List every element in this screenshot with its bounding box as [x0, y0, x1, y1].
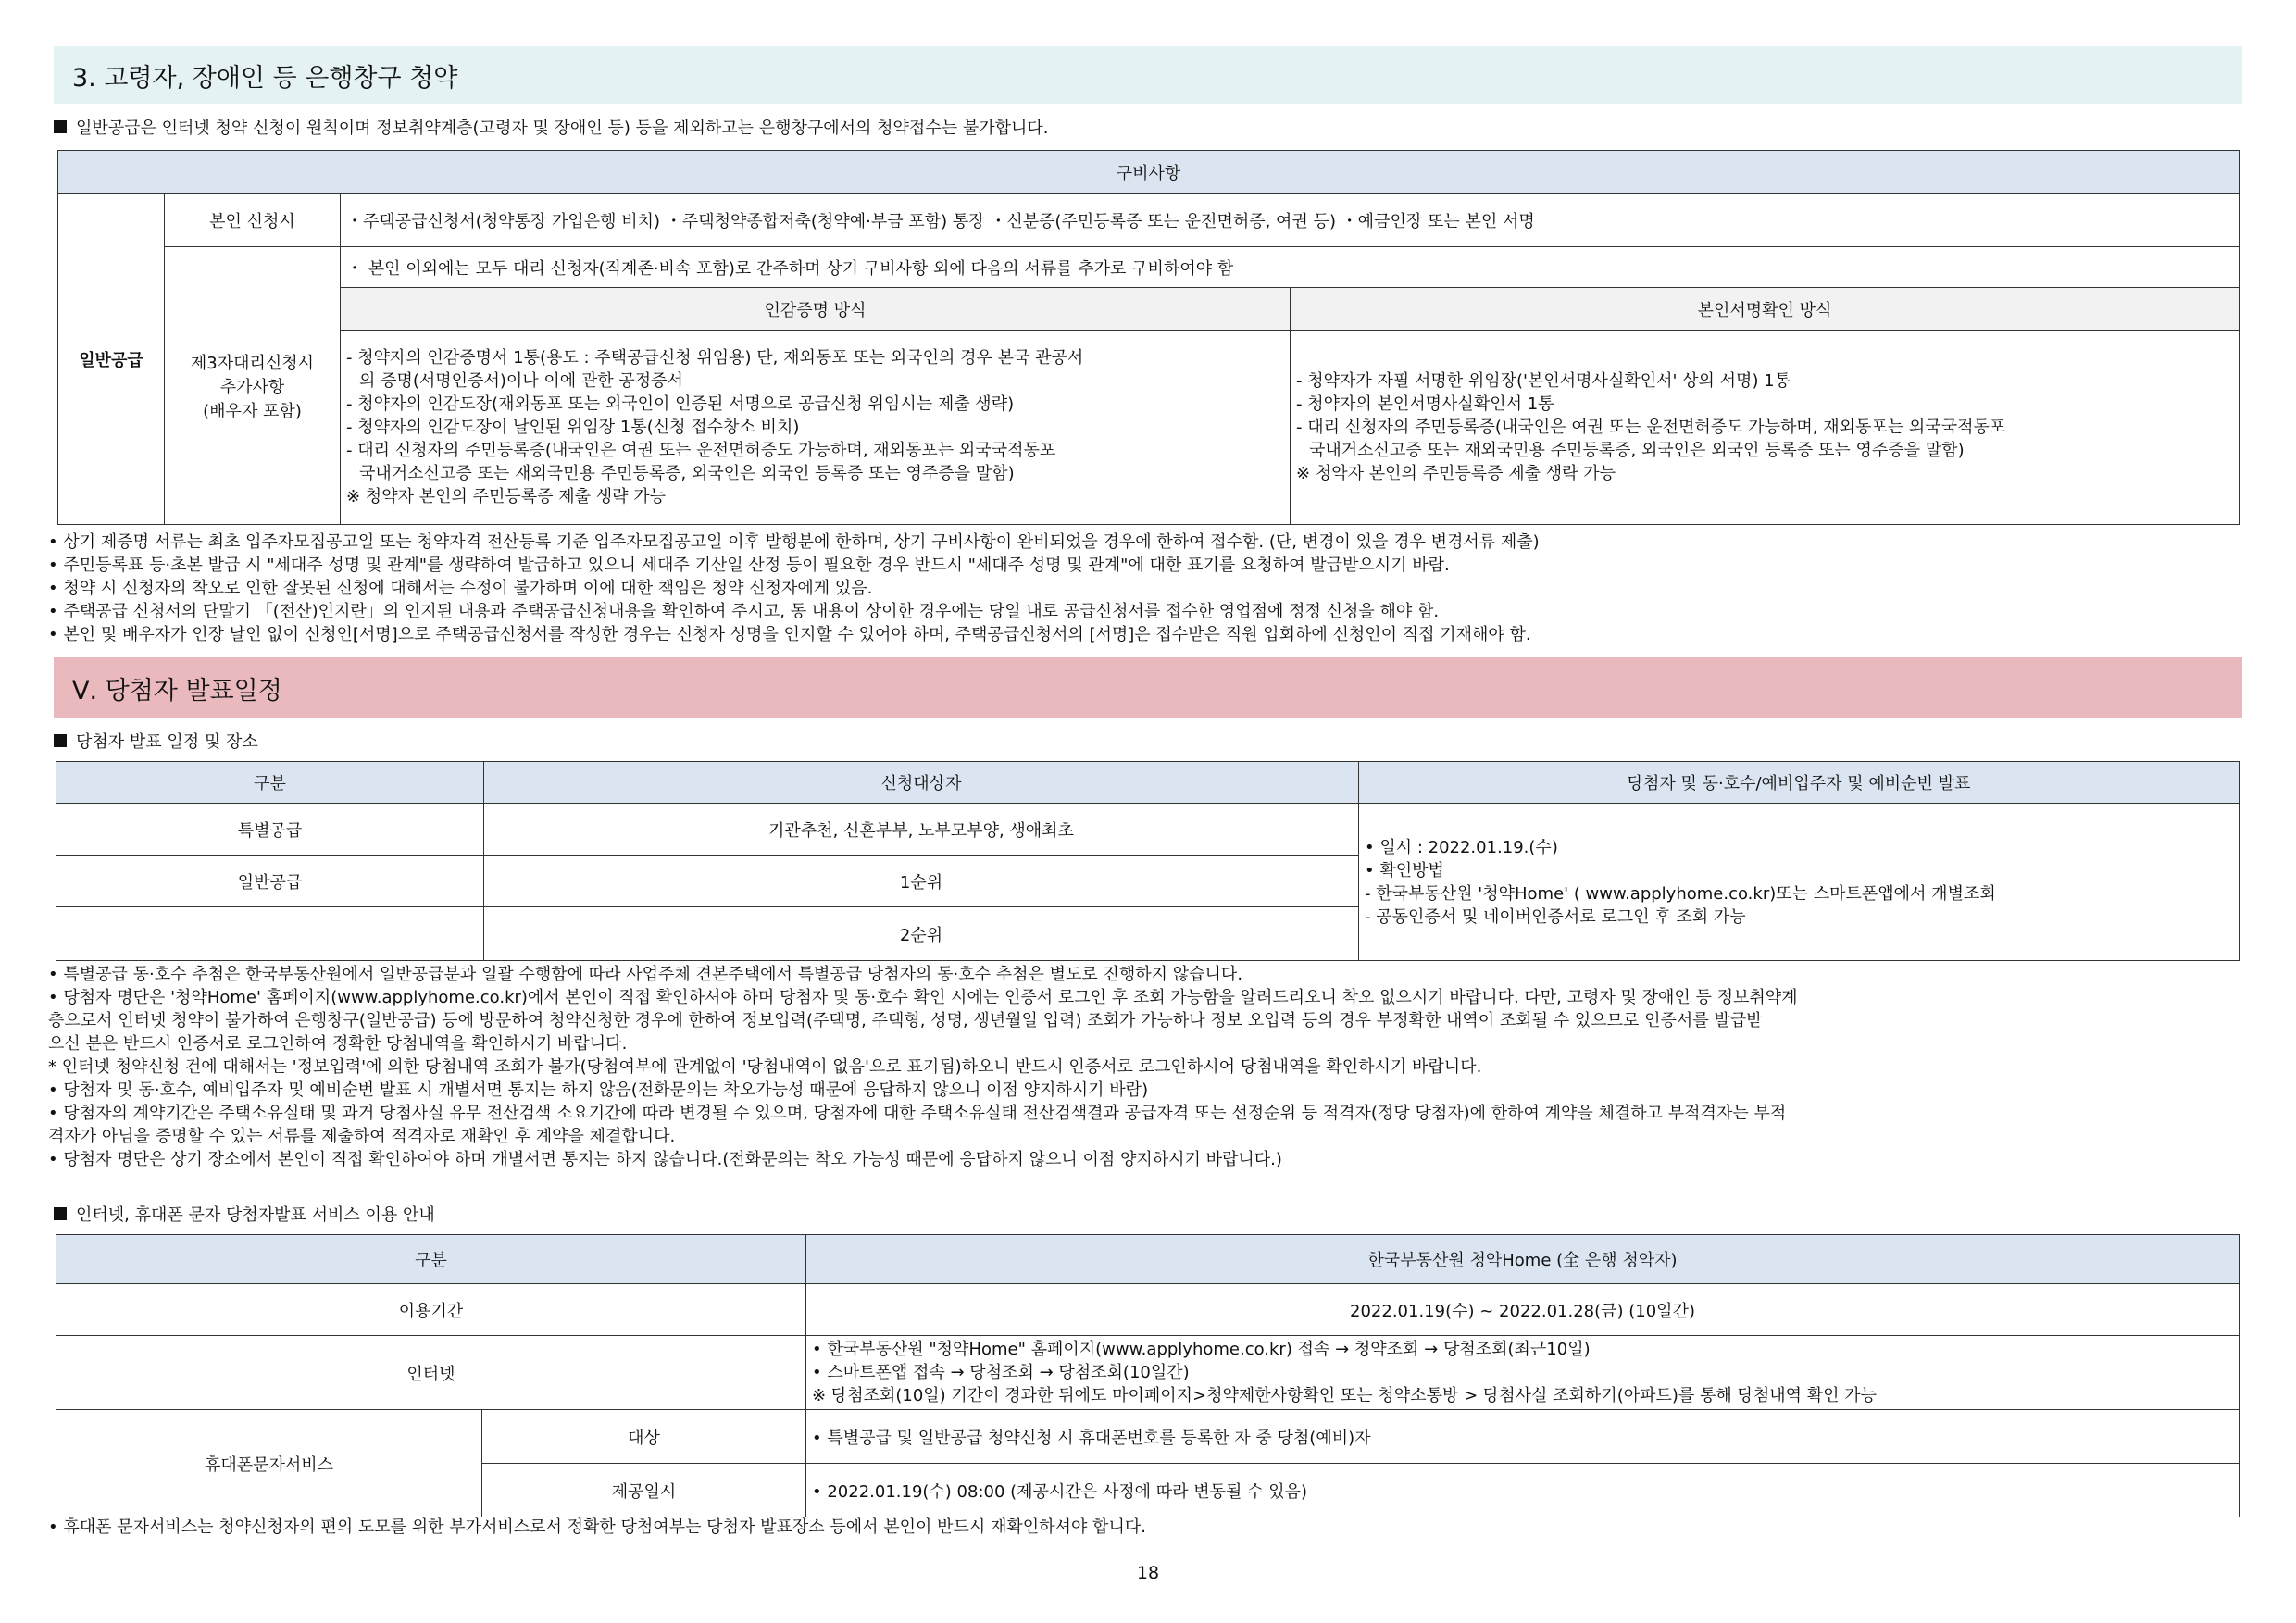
internet-line: • 한국부동산원 "청약Home" 홈페이지(www.applyhome.co.kr) 접속 → 청약조회 → 당첨조회(최근10일) [812, 1340, 1591, 1359]
row-type-special: 특별공급 [56, 804, 484, 856]
note-line: • 당첨자 명단은 상기 장소에서 본인이 직접 확인하여야 하며 개별서면 통지는 하지 않습니다.(전화문의는 착오 가능성 때문에 응답하지 않으니 이점 양지하시기 바랍니다.) [48, 1150, 1282, 1169]
note-line: • 주택공급 신청서의 단말기 「(전산)인지란」의 인지된 내용과 주택공급신청내용을 확인하여 주시고, 동 내용이 상이한 경우에는 당일 내로 공급신청서를 접수한 영업점에 정정 신청을 해야 함. [48, 602, 1440, 621]
sub-heading-service [54, 1202, 435, 1226]
proxy-apply-label [165, 247, 341, 525]
doc-line: 국내거소신고증 또는 재외국민용 주민등록증, 외국인은 외국인 등록증 또는 영주증을 말함) [359, 464, 1015, 483]
note-line: • 본인 및 배우자가 인장 날인 없이 신청인[서명]으로 주택공급신청서를 작성한 경우는 신청자 성명을 인지할 수 있어야 하며, 주택공급신청서의 [서명]은 접수받은 직원 입회하에 신청인이 직접 기재해야 함. [48, 625, 1531, 644]
sign-method-header: 본인서명확인 방식 [1291, 288, 2240, 331]
self-apply-docs: ・주택공급신청서(청약통장 가입은행 비치) ・주택청약종합저축(청약예·부금 포함) 통장 ・신분증(주민등록증 또는 운전면허증, 여권 등) ・예금인장 또는 본인 서명 [341, 194, 2240, 247]
internet-details [806, 1336, 2240, 1410]
announce-line: • 확인방법 [1365, 860, 1444, 880]
square-bullet-icon [54, 734, 67, 747]
period-value: 2022.01.19(수) ~ 2022.01.28(금) (10일간) [806, 1284, 2240, 1336]
row-type-empty [56, 907, 484, 961]
doc-line: - 청약자의 인감증명서 1통(용도 : 주택공급신청 위임용) 단, 재외동포 또는 외국인의 경우 본국 관공서 [346, 348, 1084, 368]
proxy-label-line: (배우자 포함) [203, 401, 302, 421]
winner-service-table [56, 1234, 2240, 1517]
internet-line: ※ 당첨조회(10일) 기간이 경과한 뒤에도 마이페이지>청약제한사항확인 또는 청약소통방 > 당첨사실 조회하기(아파트)를 통해 당첨내역 확인 가능 [812, 1386, 1878, 1405]
square-bullet-icon [54, 1207, 67, 1220]
proxy-label-line: 추가사항 [219, 377, 285, 397]
requirements-table [57, 150, 2240, 525]
note-line: • 청약 시 신청자의 착오로 인한 잘못된 신청에 대해서는 수정이 불가하며 이에 대한 책임은 청약 신청자에게 있음. [48, 579, 873, 598]
sub-heading-text: 인터넷, 휴대폰 문자 당첨자발표 서비스 이용 안내 [76, 1205, 435, 1225]
announce-line: - 공동인증서 및 네이버인증서로 로그인 후 조회 가능 [1365, 906, 1746, 927]
final-note [48, 1516, 1146, 1539]
sub-heading-text: 당첨자 발표 일정 및 장소 [76, 732, 258, 752]
intro-text: 일반공급은 인터넷 청약 신청이 원칙이며 정보취약계층(고령자 및 장애인 등) 등을 제외하고는 은행창구에서의 청약접수는 불가합니다. [76, 119, 1049, 138]
winner-schedule-table [56, 761, 2240, 961]
seal-method-header: 인감증명 방식 [341, 288, 1291, 331]
service-header-type: 구분 [56, 1235, 806, 1284]
doc-line: ※ 청약자 본인의 주민등록증 제출 생략 가능 [346, 487, 667, 506]
section-title-text: Ⅴ. 당첨자 발표일정 [72, 676, 282, 705]
row-target-special: 기관추천, 신혼부부, 노부모부양, 생애최초 [484, 804, 1359, 856]
section-title-winner-schedule [54, 657, 2242, 718]
col-header-type: 구분 [56, 762, 484, 804]
row-type-general: 일반공급 [56, 856, 484, 907]
note-line: • 당첨자 명단은 '청약Home' 홈페이지(www.applyhome.co.kr)에서 본인이 직접 확인하셔야 하며 당첨자 및 동·호수 확인 시에는 인증서 로그인 후 조회 가능함을 알려드리오니 착오 없으시기 바랍니다. 다만, 고령자 및 장애인 등 정보취약계 [48, 988, 1798, 1007]
internet-line: • 스마트폰앱 접속 → 당첨조회 → 당첨조회(10일간) [812, 1363, 1190, 1382]
announce-line: - 한국부동산원 '청약Home' ( www.applyhome.co.kr)또는 스마트폰앱에서 개별조회 [1365, 883, 1996, 904]
self-apply-label: 본인 신청시 [165, 194, 341, 247]
col-header-target: 신청대상자 [484, 762, 1359, 804]
general-supply-label: 일반공급 [58, 194, 165, 525]
row-target-second-rank: 2순위 [484, 907, 1359, 961]
section-title-text: 3. 고령자, 장애인 등 은행창구 청약 [72, 63, 458, 93]
section3-notes [48, 531, 1540, 646]
sms-date-label: 제공일시 [482, 1464, 806, 1517]
note-line: 격자가 아님을 증명할 수 있는 서류를 제출하여 적격자로 재확인 후 계약을 체결합니다. [48, 1127, 676, 1146]
note-line: 으신 분은 반드시 인증서로 로그인하여 정확한 당첨내역을 확인하시기 바랍니다. [48, 1034, 628, 1054]
doc-line: - 청약자의 인감도장이 날인된 위임장 1통(신청 접수창소 비치) [346, 418, 800, 437]
note-line: • 상기 제증명 서류는 최초 입주자모집공고일 또는 청약자격 전산등록 기준 입주자모집공고일 이후 발행분에 한하며, 상기 구비사항이 완비되었을 경우에 한하여 접수함. (단, 변경이 있을 경우 변경서류 제출) [48, 532, 1540, 552]
col-header-announce: 당첨자 및 동·호수/예비입주자 및 예비순번 발표 [1359, 762, 2240, 804]
note-line: • 특별공급 동·호수 추첨은 한국부동산원에서 일반공급분과 일괄 수행함에 따라 사업주체 견본주택에서 특별공급 당첨자의 동·호수 추첨은 별도로 진행하지 않습니다. [48, 965, 1243, 984]
doc-line: - 청약자의 인감도장(재외동포 또는 외국인이 인증된 서명으로 공급신청 위임시는 제출 생략) [346, 394, 1015, 414]
sign-method-docs [1291, 331, 2240, 525]
sms-target-label: 대상 [482, 1410, 806, 1464]
row-target-first-rank: 1순위 [484, 856, 1359, 907]
doc-line: - 대리 신청자의 주민등록증(내국인은 여권 또는 운전면허증도 가능하며, 재외동포는 외국국적동포 [1296, 418, 2006, 437]
service-header-provider: 한국부동산원 청약Home (全 은행 청약자) [806, 1235, 2240, 1284]
doc-line: - 대리 신청자의 주민등록증(내국인은 여권 또는 운전면허증도 가능하며, 재외동포는 외국국적동포 [346, 441, 1056, 460]
sub-heading-schedule [54, 729, 258, 753]
period-label: 이용기간 [56, 1284, 806, 1336]
section-title-bank-window [54, 46, 2242, 104]
section3-intro [54, 115, 1048, 139]
doc-line: - 청약자의 본인서명사실확인서 1통 [1296, 394, 1554, 414]
sms-target-value: • 특별공급 및 일반공급 청약신청 시 휴대폰번호를 등록한 자 중 당첨(예비)자 [806, 1410, 2240, 1464]
note-line: • 당첨자의 계약기간은 주택소유실태 및 과거 당첨사실 유무 전산검색 소요기간에 따라 변경될 수 있으며, 당첨자에 대한 주택소유실태 전산검색결과 공급자격 또는 선정순위 등 적격자(정당 당첨자)에 한하여 계약을 체결하고 부적격자는 부적 [48, 1104, 1787, 1123]
square-bullet-icon [54, 120, 67, 133]
doc-line: 의 증명(서명인증서)이나 이에 관한 공정증서 [359, 371, 683, 391]
note-line: • 당첨자 및 동·호수, 예비입주자 및 예비순번 발표 시 개별서면 통지는 하지 않음(전화문의는 착오가능성 때문에 응답하지 않으니 이점 양지하시기 바람) [48, 1080, 1149, 1100]
sms-date-value: • 2022.01.19(수) 08:00 (제공시간은 사정에 따라 변동될 수 있음) [806, 1464, 2240, 1517]
note-line: • 휴대폰 문자서비스는 청약신청자의 편의 도모를 위한 부가서비스로서 정확한 당첨여부는 당첨자 발표장소 등에서 본인이 반드시 재확인하셔야 합니다. [48, 1517, 1146, 1537]
note-line: * 인터넷 청약신청 건에 대해서는 '정보입력'에 의한 당첨내역 조회가 불가(당첨여부에 관계없이 '당첨내역이 없음'으로 표기됨)하오니 반드시 인증서로 로그인하시어 당첨내역을 확인하시기 바랍니다. [48, 1057, 1482, 1077]
seal-method-docs [341, 331, 1291, 525]
doc-line: 국내거소신고증 또는 재외국민용 주민등록증, 외국인은 외국인 등록증 또는 영주증을 말함) [1309, 441, 1965, 460]
section5-notes [48, 963, 1798, 1171]
proxy-note: ・ 본인 이외에는 모두 대리 신청자(직계존·비속 포함)로 간주하며 상기 구비사항 외에 다음의 서류를 추가로 구비하여야 함 [341, 247, 2240, 288]
proxy-label-line: 제3자대리신청시 [190, 353, 315, 373]
doc-line: ※ 청약자 본인의 주민등록증 제출 생략 가능 [1296, 464, 1616, 483]
note-line: • 주민등록표 등·초본 발급 시 "세대주 성명 및 관계"를 생략하여 발급하고 있으니 세대주 기산일 산정 등이 필요한 경우 반드시 "세대주 성명 및 관계"에 대한 표기를 요청하여 발급받으시기 바람. [48, 556, 1450, 575]
page-number: 18 [1136, 1563, 1160, 1583]
announce-details [1359, 804, 2240, 961]
announce-line: • 일시 : 2022.01.19.(수) [1365, 837, 1558, 857]
requirements-header: 구비사항 [58, 151, 2240, 194]
doc-line: - 청약자가 자필 서명한 위임장('본인서명사실확인서' 상의 서명) 1통 [1296, 371, 1791, 391]
note-line: 층으로서 인터넷 청약이 불가하여 은행창구(일반공급) 등에 방문하여 청약신청한 경우에 한하여 정보입력(주택명, 주택형, 성명, 생년월일 입력) 조회가 가능하나 정보 오입력 등의 경우 부정확한 내역이 조회될 수 있으므로 인증서를 발급받 [48, 1011, 1763, 1030]
sms-service-label: 휴대폰문자서비스 [56, 1410, 482, 1517]
internet-label: 인터넷 [56, 1336, 806, 1410]
